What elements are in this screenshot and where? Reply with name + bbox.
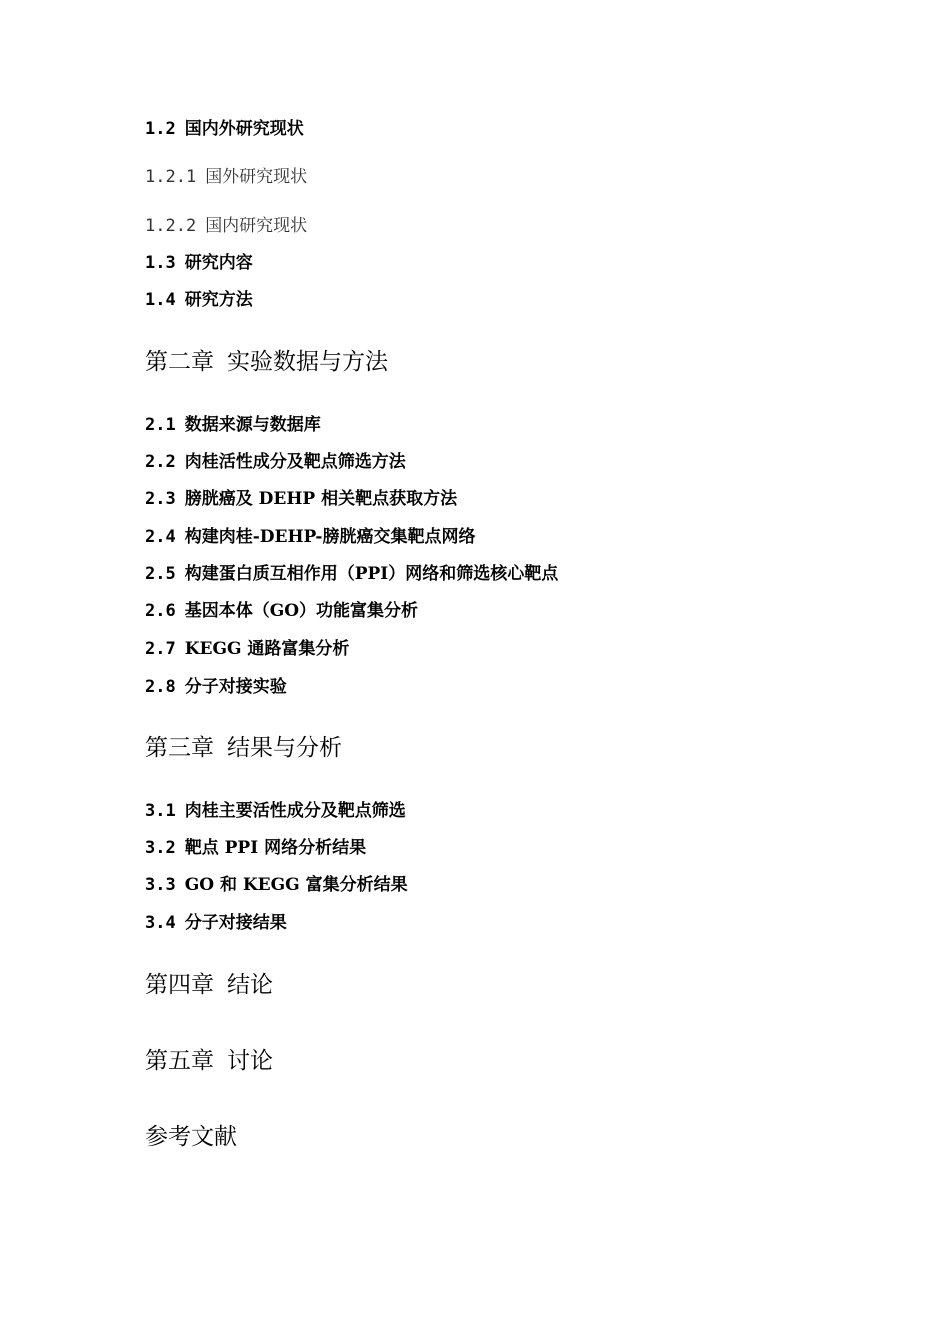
chapter-number: 第二章 bbox=[145, 349, 214, 375]
toc-section-2-8 bbox=[145, 679, 287, 696]
chapter-number: 第四章 bbox=[145, 972, 214, 998]
chapter-number: 第五章 bbox=[145, 1048, 214, 1074]
section-number: 3.4 bbox=[145, 913, 176, 933]
section-title: 研究内容 bbox=[184, 253, 253, 273]
section-title: 构建蛋白质互相作用（PPI）网络和筛选核心靶点 bbox=[184, 564, 559, 584]
toc-section-1-3 bbox=[145, 255, 253, 272]
section-number: 2.3 bbox=[145, 489, 176, 509]
section-number: 1.4 bbox=[145, 290, 176, 310]
chapter-number: 第三章 bbox=[145, 735, 214, 761]
section-number: 2.5 bbox=[145, 564, 176, 584]
section-number: 2.6 bbox=[145, 601, 176, 621]
toc-section-3-4 bbox=[145, 915, 287, 932]
section-title: 数据来源与数据库 bbox=[184, 415, 321, 435]
toc-section-3-1 bbox=[145, 803, 406, 820]
toc-section-2-6 bbox=[145, 603, 418, 620]
section-number: 1.3 bbox=[145, 253, 176, 273]
toc-chapter-5 bbox=[145, 1050, 273, 1073]
chapter-title: 讨论 bbox=[227, 1048, 273, 1074]
chapter-title: 结果与分析 bbox=[227, 735, 342, 761]
subsection-number: 1.2.1 bbox=[145, 167, 197, 187]
toc-subsection-1-2-1 bbox=[145, 169, 307, 186]
section-title: 靶点 PPI 网络分析结果 bbox=[184, 838, 367, 858]
section-number: 2.8 bbox=[145, 677, 176, 697]
toc-section-3-3 bbox=[145, 877, 408, 894]
chapter-title: 实验数据与方法 bbox=[227, 349, 388, 375]
toc-chapter-4 bbox=[145, 974, 273, 997]
section-number: 2.7 bbox=[145, 639, 176, 659]
toc-section-2-3 bbox=[145, 491, 457, 508]
section-title: 分子对接实验 bbox=[184, 677, 287, 697]
section-number: 2.4 bbox=[145, 527, 176, 547]
toc-section-2-7 bbox=[145, 641, 349, 658]
section-title: 研究方法 bbox=[184, 290, 253, 310]
section-number: 2.2 bbox=[145, 452, 176, 472]
subsection-title: 国外研究现状 bbox=[205, 167, 308, 187]
toc-section-2-2 bbox=[145, 454, 406, 471]
section-title: 国内外研究现状 bbox=[184, 119, 304, 139]
toc-chapter-2 bbox=[145, 351, 388, 374]
section-title: 基因本体（GO）功能富集分析 bbox=[184, 601, 419, 621]
section-number: 3.2 bbox=[145, 838, 176, 858]
section-title: 构建肉桂-DEHP-膀胱癌交集靶点网络 bbox=[184, 527, 476, 547]
toc-section-2-5 bbox=[145, 566, 558, 583]
toc-section-1-4 bbox=[145, 292, 253, 309]
section-number: 1.2 bbox=[145, 119, 176, 139]
section-number: 3.3 bbox=[145, 875, 176, 895]
section-number: 2.1 bbox=[145, 415, 176, 435]
section-title: 肉桂主要活性成分及靶点筛选 bbox=[184, 801, 406, 821]
section-title: 膀胱癌及 DEHP 相关靶点获取方法 bbox=[184, 489, 458, 509]
toc-section-3-2 bbox=[145, 840, 366, 857]
section-number: 3.1 bbox=[145, 801, 176, 821]
section-title: KEGG 通路富集分析 bbox=[184, 639, 350, 659]
references-title: 参考文献 bbox=[145, 1124, 237, 1150]
section-title: 分子对接结果 bbox=[184, 913, 287, 933]
toc-section-2-4 bbox=[145, 529, 475, 546]
section-title: 肉桂活性成分及靶点筛选方法 bbox=[184, 452, 406, 472]
toc-section-2-1 bbox=[145, 417, 321, 434]
toc-references bbox=[145, 1126, 237, 1149]
toc-subsection-1-2-2 bbox=[145, 218, 307, 235]
section-title: GO 和 KEGG 富集分析结果 bbox=[184, 875, 408, 895]
subsection-title: 国内研究现状 bbox=[205, 216, 308, 236]
subsection-number: 1.2.2 bbox=[145, 216, 197, 236]
chapter-title: 结论 bbox=[227, 972, 273, 998]
toc-section-1-2 bbox=[145, 121, 304, 138]
toc-chapter-3 bbox=[145, 737, 342, 760]
